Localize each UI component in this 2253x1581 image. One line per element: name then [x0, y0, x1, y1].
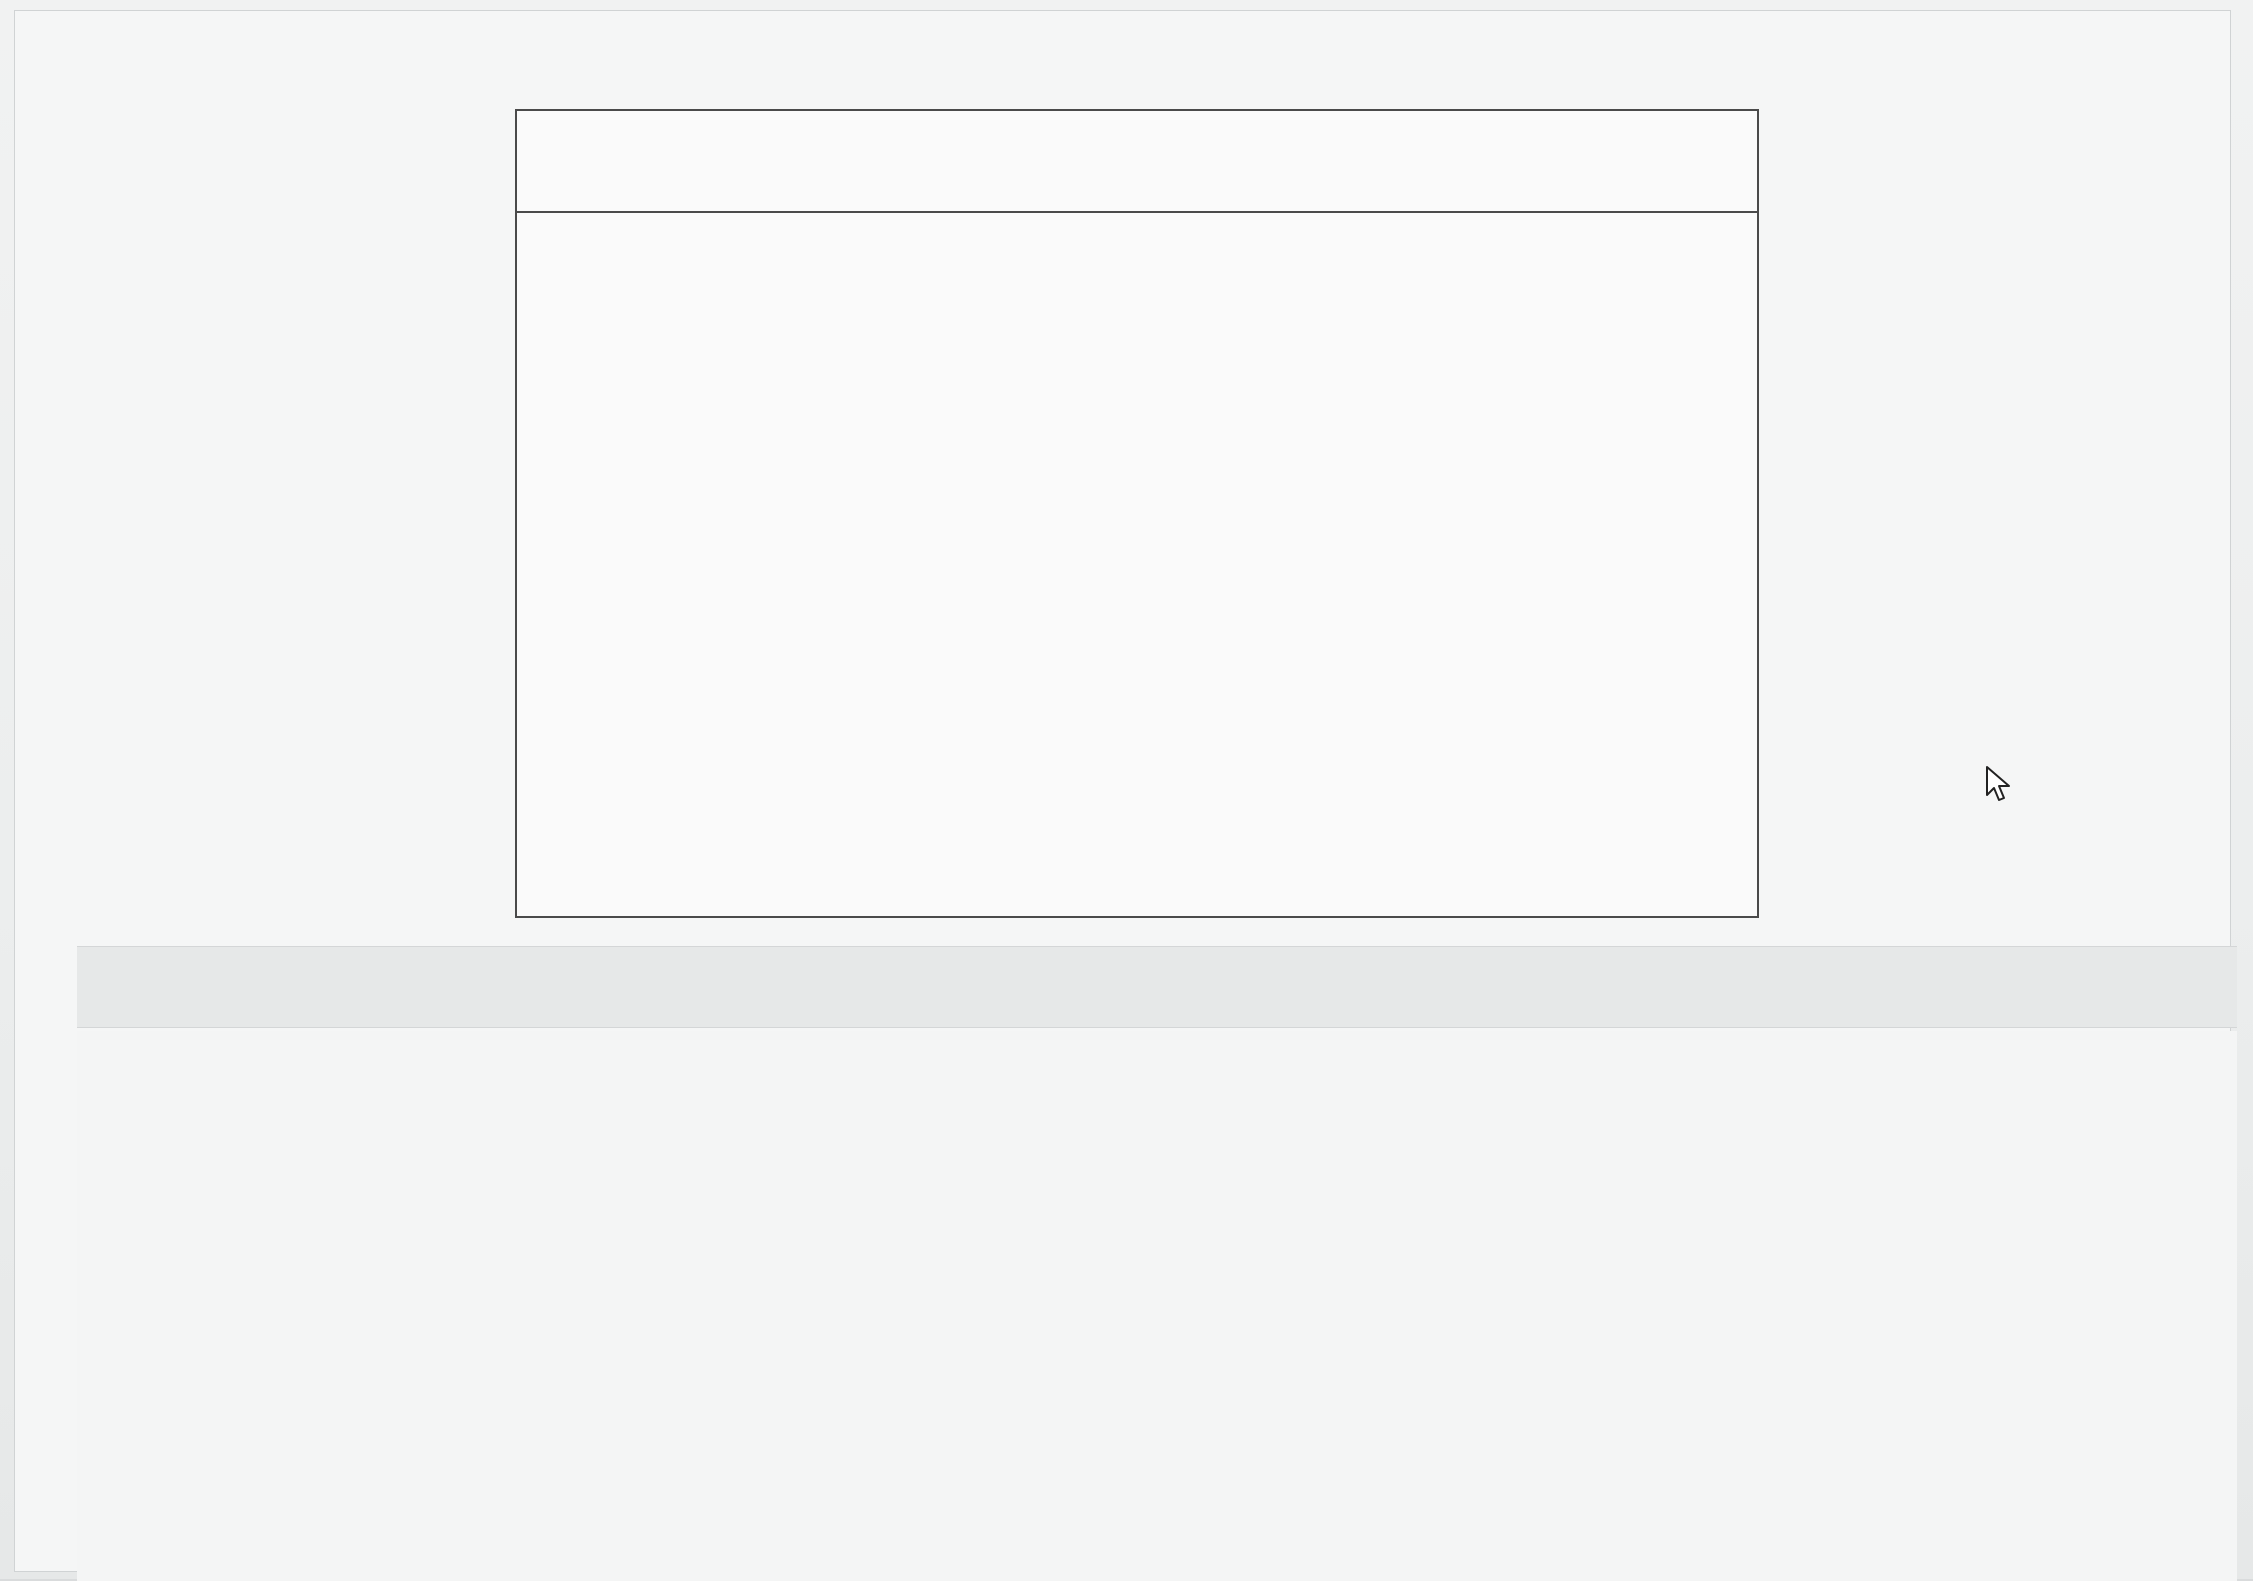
mouse-pointer-icon: [1985, 765, 2015, 805]
question-bar: [77, 946, 2237, 1028]
answer-options: [77, 1031, 2237, 1581]
competitive-efforts-table: [515, 109, 1759, 918]
question-card: [14, 10, 2231, 1572]
header-divider: [517, 211, 1757, 213]
